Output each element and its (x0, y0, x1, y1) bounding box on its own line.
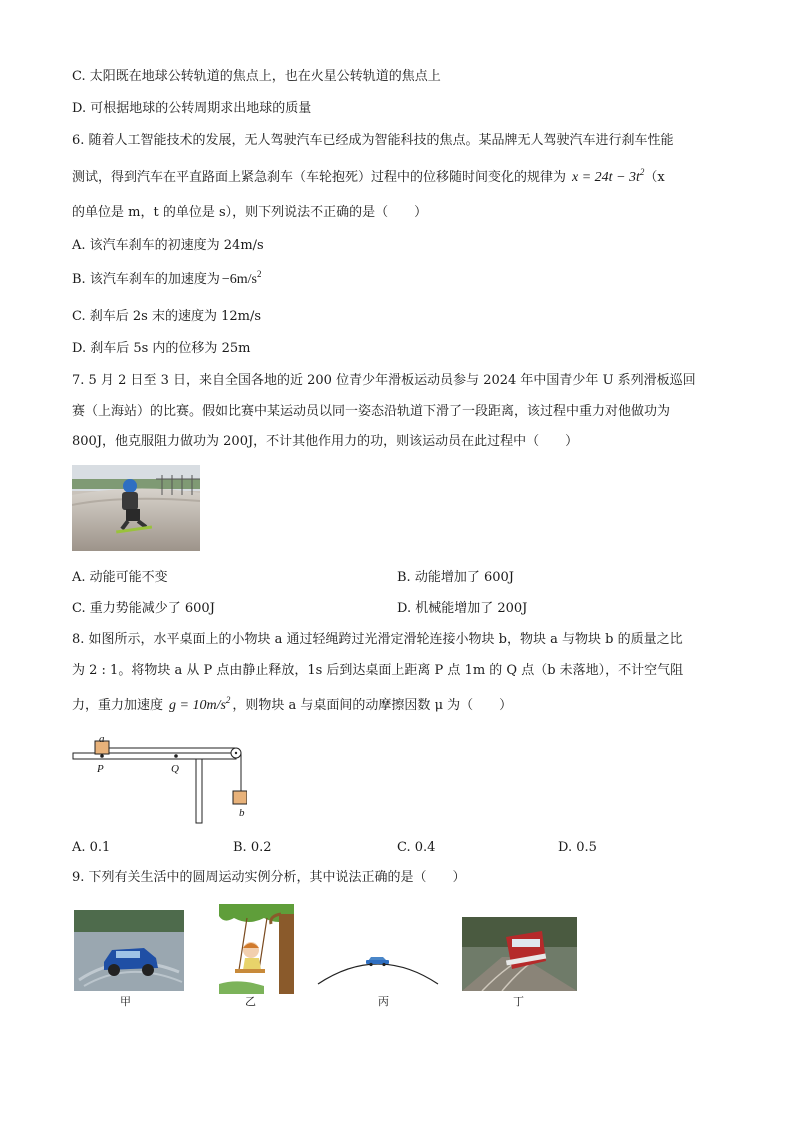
q6-stem-line2: 测试，得到汽车在平直路面上紧急刹车（车轮抱死）过程中的位移随时间变化的规律为 $x = 24t - 3t^2(x$ (72, 167, 665, 185)
q7-stem-line3: 800J，他克服阻力做功为 200J，不计其他作用力的功，则该运动员在此过程中（ ） (72, 434, 579, 449)
pulley-diagram (72, 735, 247, 827)
label-b: b (239, 807, 245, 819)
q6-option-a: A. 该汽车刹车的初速度为 24m/s (72, 238, 264, 253)
q7-stem-line2: 赛（上海站）的比赛。假如比赛中某运动员以同一姿态沿轨道下滑了一段距离，该过程中重力对他做功为 (72, 404, 671, 419)
q6-option-c: C. 刹车后 2s 末的速度为 12m/s (72, 309, 262, 324)
q8-option-d: D. 0.5 (558, 840, 597, 855)
q7-option-a: A. 动能可能不变 (72, 570, 168, 585)
label-a: a (99, 733, 105, 745)
car-drift-photo (74, 910, 184, 991)
q9-stem-line1: 9. 下列有关生活中的圆周运动实例分析，其中说法正确的是（ ） (72, 870, 466, 885)
q7-stem-line1: 7. 5 月 2 日至 3 日，来自全国各地的近 200 位青少年滑板运动员参与 2024 年中国青少年 U 系列滑板巡回 (72, 373, 696, 388)
q8-g-formula: $g = 10m/s^2$ (169, 695, 231, 713)
caption-ding: 丁 (513, 995, 524, 1008)
car-on-arch-diagram (316, 950, 440, 986)
swing-illustration (219, 904, 294, 994)
q7-option-c: C. 重力势能减少了 600J (72, 601, 215, 616)
q6-option-d: D. 刹车后 5s 内的位移为 25m (72, 341, 251, 356)
caption-jia: 甲 (120, 995, 131, 1008)
skateboard-photo (72, 465, 200, 551)
caption-bing: 丙 (378, 995, 389, 1008)
point-p (100, 754, 104, 758)
block-b (233, 791, 247, 804)
train-photo (462, 917, 577, 991)
label-p: P (97, 763, 104, 775)
caption-yi: 乙 (245, 995, 256, 1008)
table-leg (196, 759, 202, 823)
q6-option-b: B. 该汽车刹车的加速度为 $-6m/s^2$ (72, 269, 262, 287)
q8-stem-line2: 为 2 : 1。将物块 a 从 P 点由静止释放，1s 后到达桌面上距离 P 点 1m 的 Q 点（b 未落地），不计空气阻 (72, 663, 684, 678)
q6-stem-line3: 的单位是 m，t 的单位是 s），则下列说法不正确的是（ ） (72, 205, 428, 220)
q8-option-b: B. 0.2 (233, 840, 272, 855)
q5-option-c: C. 太阳既在地球公转轨道的焦点上，也在火星公转轨道的焦点上 (72, 69, 441, 84)
q8-stem-line1: 8. 如图所示，水平桌面上的小物块 a 通过轻绳跨过光滑定滑轮连接小物块 b，物块 a 与物块 b 的质量之比 (72, 632, 683, 647)
q6-stem-line1: 6. 随着人工智能技术的发展，无人驾驶汽车已经成为智能科技的焦点。某品牌无人驾驶汽车进行刹车性能 (72, 133, 674, 148)
q5-option-d: D. 可根据地球的公转周期求出地球的质量 (72, 101, 312, 116)
q6-formula: $x = 24t - 3t^2$ (572, 167, 645, 185)
q7-option-b: B. 动能增加了 600J (397, 570, 514, 585)
q7-option-d: D. 机械能增加了 200J (397, 601, 528, 616)
q8-stem-line3: 力，重力加速度 $g = 10m/s^2$ ，则物块 a 与桌面间的动摩擦因数 μ 为（ ） (72, 695, 513, 713)
point-q (174, 754, 178, 758)
q8-option-a: A. 0.1 (72, 840, 111, 855)
label-q: Q (171, 763, 179, 775)
q8-option-c: C. 0.4 (397, 840, 436, 855)
